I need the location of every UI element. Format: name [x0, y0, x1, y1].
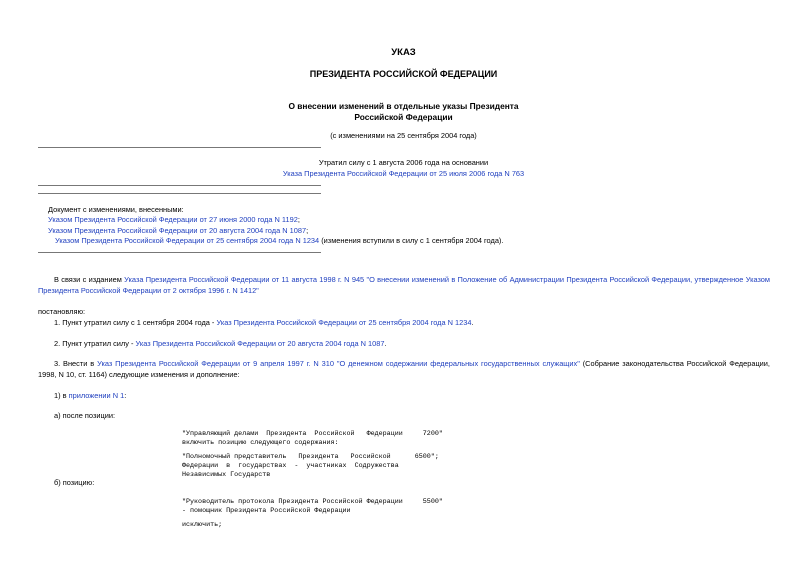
resolve-text: постановляю:	[38, 307, 86, 316]
separator-rule	[38, 147, 321, 148]
subitem-1: 1) в приложении N 1:	[54, 391, 127, 400]
position-block-a2: "Полномочный представитель Президента Российской 6500"; Федерации в государствах - участниках Содружества Независимых Государств	[182, 453, 439, 479]
position-block-a1: "Управляющий делами Президента Российской Федерации 7200" включить позицию следующего содержания:	[182, 430, 443, 447]
doc-subject-line1: О внесении изменений в отдельные указы Президента	[288, 101, 519, 111]
status-text: Утратил силу с 1 августа 2006 года на основании	[318, 158, 489, 167]
preamble-paragraph: В связи с изданием Указа Президента Российской Федерации от 11 августа 1998 г. N 945 "О внесении изменений в Положение об Администрации Президента Российской Федерации, утвержденное Указом Президента Российской Федерации от 2 октября 1996 г. N 1412"	[38, 275, 770, 295]
changes-intro: Документ с изменениями, внесенными:	[48, 205, 184, 214]
item-3-link[interactable]: Указ Президента Российской Федерации от 9 апреля 1997 г. N 310 "О денежном содержании федеральных государственных служащих"	[97, 359, 580, 368]
change-item: Указом Президента Российской Федерации от 25 сентября 2004 года N 1234 (изменения вступили в силу с 1 сентября 2004 года).	[55, 236, 504, 245]
position-block-b1: "Руководитель протокола Президента Российской Федерации 5500" - помощник Президента Российской Федерации	[182, 498, 443, 515]
doc-title: УКАЗ	[391, 47, 416, 58]
revision-note: (с изменениями на 25 сентября 2004 года)	[330, 131, 477, 140]
doc-subject-line2: Российской Федерации	[354, 112, 453, 122]
preamble-link[interactable]: Указа Президента Российской Федерации от 11 августа 1998 г. N 945 "О внесении изменений в Положение об Администрации Президента Российской Федерации, утвержденное Указом Президента Российской Федерации от 2 октября 1996 г. N 1412"	[38, 275, 770, 295]
appendix-link[interactable]: приложении N 1	[68, 391, 125, 400]
subitem-a: а) после позиции:	[54, 411, 115, 420]
item-1: 1. Пункт утратил силу с 1 сентября 2004 года - Указ Президента Российской Федерации от 25 сентября 2004 года N 1234.	[54, 318, 474, 327]
separator-rule	[38, 193, 321, 194]
subitem-b: б) позицию:	[54, 478, 95, 487]
change-item: Указом Президента Российской Федерации от 20 августа 2004 года N 1087;	[48, 226, 309, 235]
doc-issuer: ПРЕЗИДЕНТА РОССИЙСКОЙ ФЕДЕРАЦИИ	[309, 69, 498, 79]
change-link[interactable]: Указом Президента Российской Федерации от 27 июня 2000 года N 1192	[48, 215, 298, 224]
separator-rule	[38, 185, 321, 186]
change-item: Указом Президента Российской Федерации от 27 июня 2000 года N 1192;	[48, 215, 300, 224]
change-link[interactable]: Указом Президента Российской Федерации от 25 сентября 2004 года N 1234	[55, 236, 320, 245]
item-2-link[interactable]: Указ Президента Российской Федерации от 20 августа 2004 года N 1087	[135, 339, 385, 348]
separator-rule	[38, 252, 321, 253]
status-link[interactable]: Указа Президента Российской Федерации от 25 июля 2006 года N 763	[282, 169, 525, 178]
item-1-link[interactable]: Указ Президента Российской Федерации от 25 сентября 2004 года N 1234	[216, 318, 472, 327]
change-link[interactable]: Указом Президента Российской Федерации от 20 августа 2004 года N 1087	[48, 226, 307, 235]
item-3: 3. Внести в Указ Президента Российской Федерации от 9 апреля 1997 г. N 310 "О денежном содержании федеральных государственных служащих" (Собрание законодательства Российской Федерации, 1998, N 10, ст. 1164) следующие изменения и дополнение:	[38, 359, 770, 379]
position-block-b2: исключить;	[182, 521, 223, 529]
item-2: 2. Пункт утратил силу - Указ Президента Российской Федерации от 20 августа 2004 года N 1087.	[54, 339, 387, 348]
